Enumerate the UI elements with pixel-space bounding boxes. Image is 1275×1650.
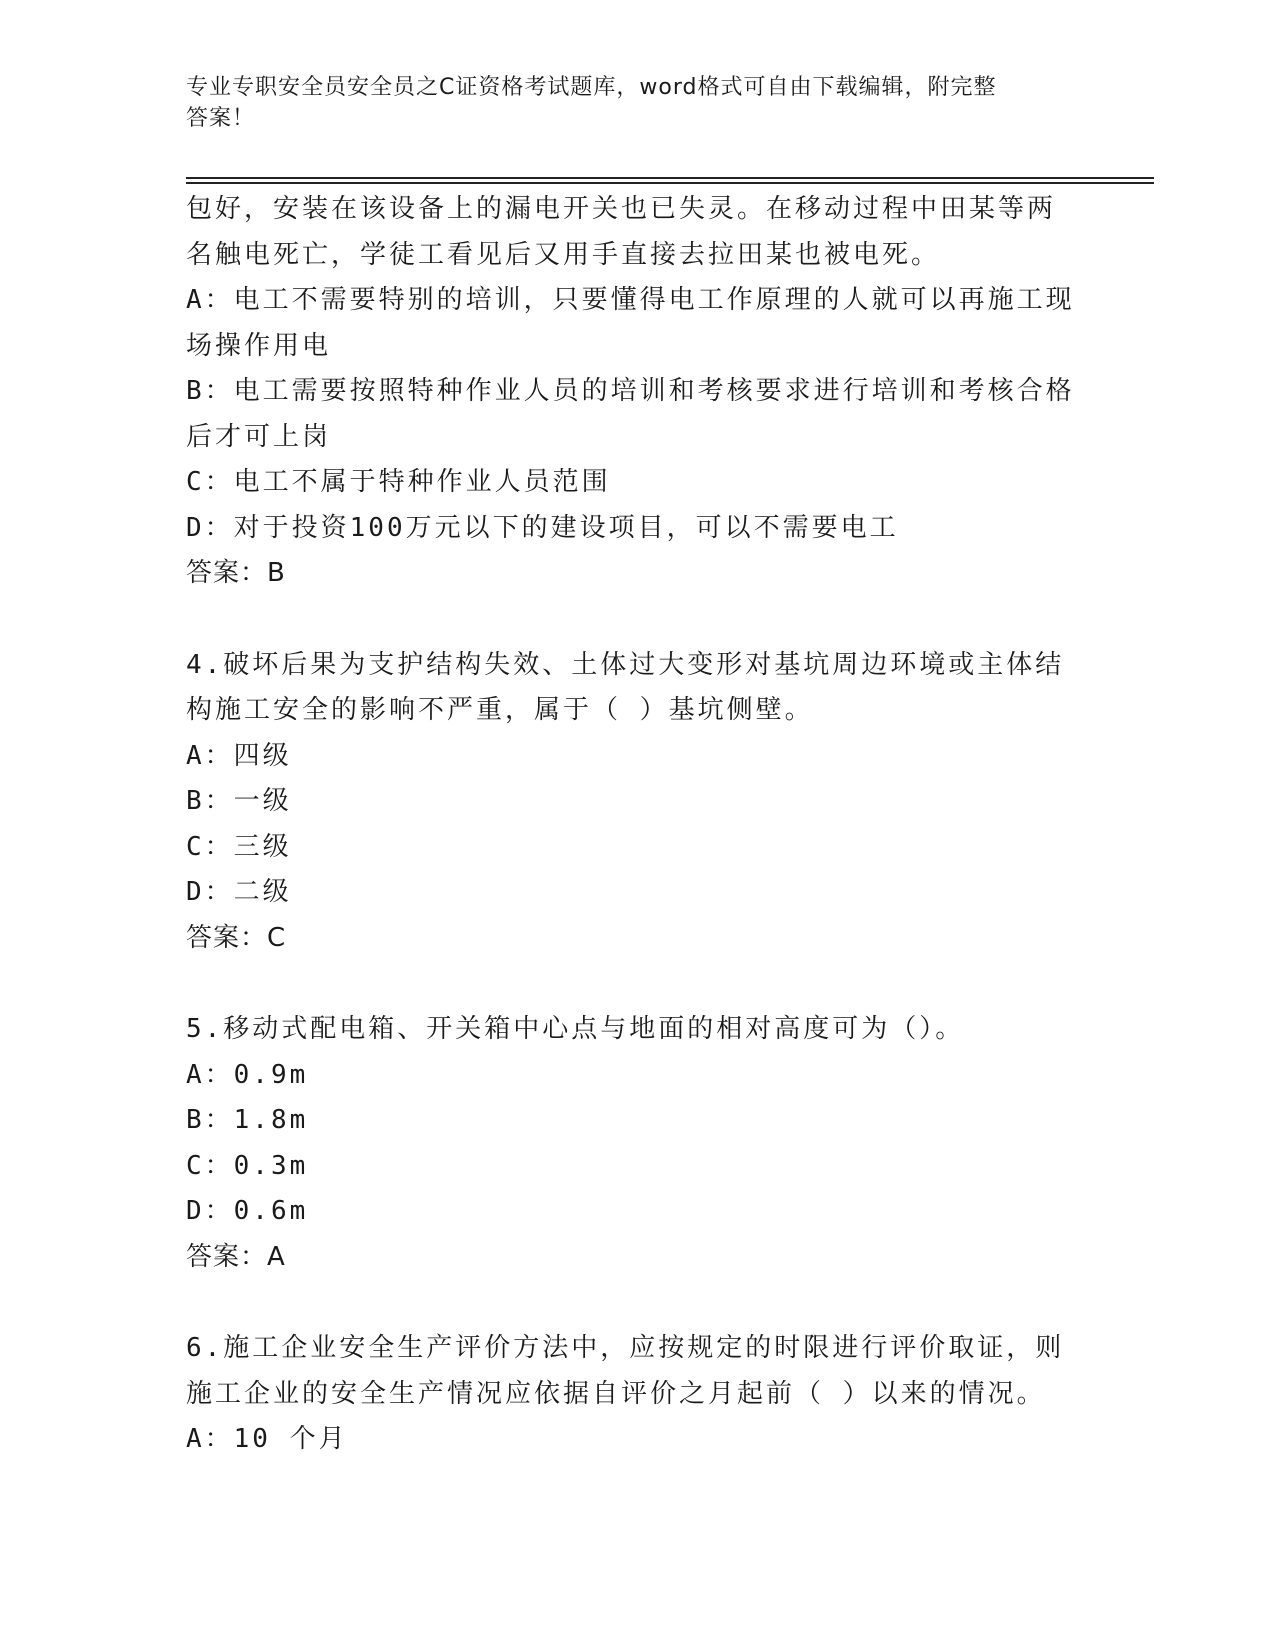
option-a: A：电工不需要特别的培训，只要懂得电工作原理的人就可以再施工现 — [186, 285, 1075, 315]
question-text-line: 5.移动式配电箱、开关箱中心点与地面的相对高度可为（）。 — [186, 1014, 965, 1044]
question-6 — [186, 1326, 1086, 1463]
question-4 — [186, 643, 1086, 962]
question-text-line: 构施工安全的影响不严重，属于（ ）基坑侧壁。 — [186, 695, 814, 725]
question-text-line: 4.破坏后果为支护结构失效、土体过大变形对基坑周边环境或主体结 — [186, 649, 1065, 680]
option-b: B：一级 — [186, 786, 292, 816]
question-text-line: 6.施工企业安全生产评价方法中，应按规定的时限进行评价取证，则 — [186, 1333, 1065, 1363]
question-text-line: 包好，安装在该设备上的漏电开关也已失灵。在移动过程中田某等两 — [186, 194, 1057, 224]
header-line-2: 答案！ — [186, 106, 256, 131]
option-c: C：0.3m — [186, 1150, 309, 1181]
header-line-1: 专业专职安全员安全员之C证资格考试题库，word格式可自由下载编辑，附完整 — [186, 75, 997, 100]
header-rule-top — [186, 177, 1154, 179]
option-a: A：10 个月 — [186, 1424, 348, 1454]
option-a: A：四级 — [186, 740, 292, 771]
question-body — [186, 187, 1086, 1463]
answer-label: 答案：B — [186, 558, 286, 588]
option-b: B：电工需要按照特种作业人员的培训和考核要求进行培训和考核合格 — [186, 376, 1075, 406]
answer-label: 答案：A — [186, 1241, 286, 1272]
option-c: C：三级 — [186, 831, 292, 862]
question-text-line: 名触电死亡，学徒工看见后又用手直接去拉田某也被电死。 — [186, 239, 941, 270]
question-text-line: 施工企业的安全生产情况应依据自评价之月起前（ ）以来的情况。 — [186, 1378, 1046, 1409]
option-a-cont: 场操作用电 — [186, 330, 332, 361]
answer-label: 答案：C — [186, 922, 287, 953]
option-a: A：0.9m — [186, 1059, 309, 1090]
option-d: D：0.6m — [186, 1196, 309, 1226]
option-d: D：二级 — [186, 877, 292, 907]
page-header — [186, 72, 1066, 134]
option-b-cont: 后才可上岗 — [186, 421, 332, 452]
option-c: C：电工不属于特种作业人员范围 — [186, 467, 611, 497]
question-5 — [186, 1007, 1086, 1280]
header-rule-bottom — [186, 182, 1154, 184]
question-3-tail — [186, 187, 1086, 597]
option-b: B：1.8m — [186, 1105, 309, 1135]
option-d: D：对于投资100万元以下的建设项目，可以不需要电工 — [186, 512, 899, 543]
